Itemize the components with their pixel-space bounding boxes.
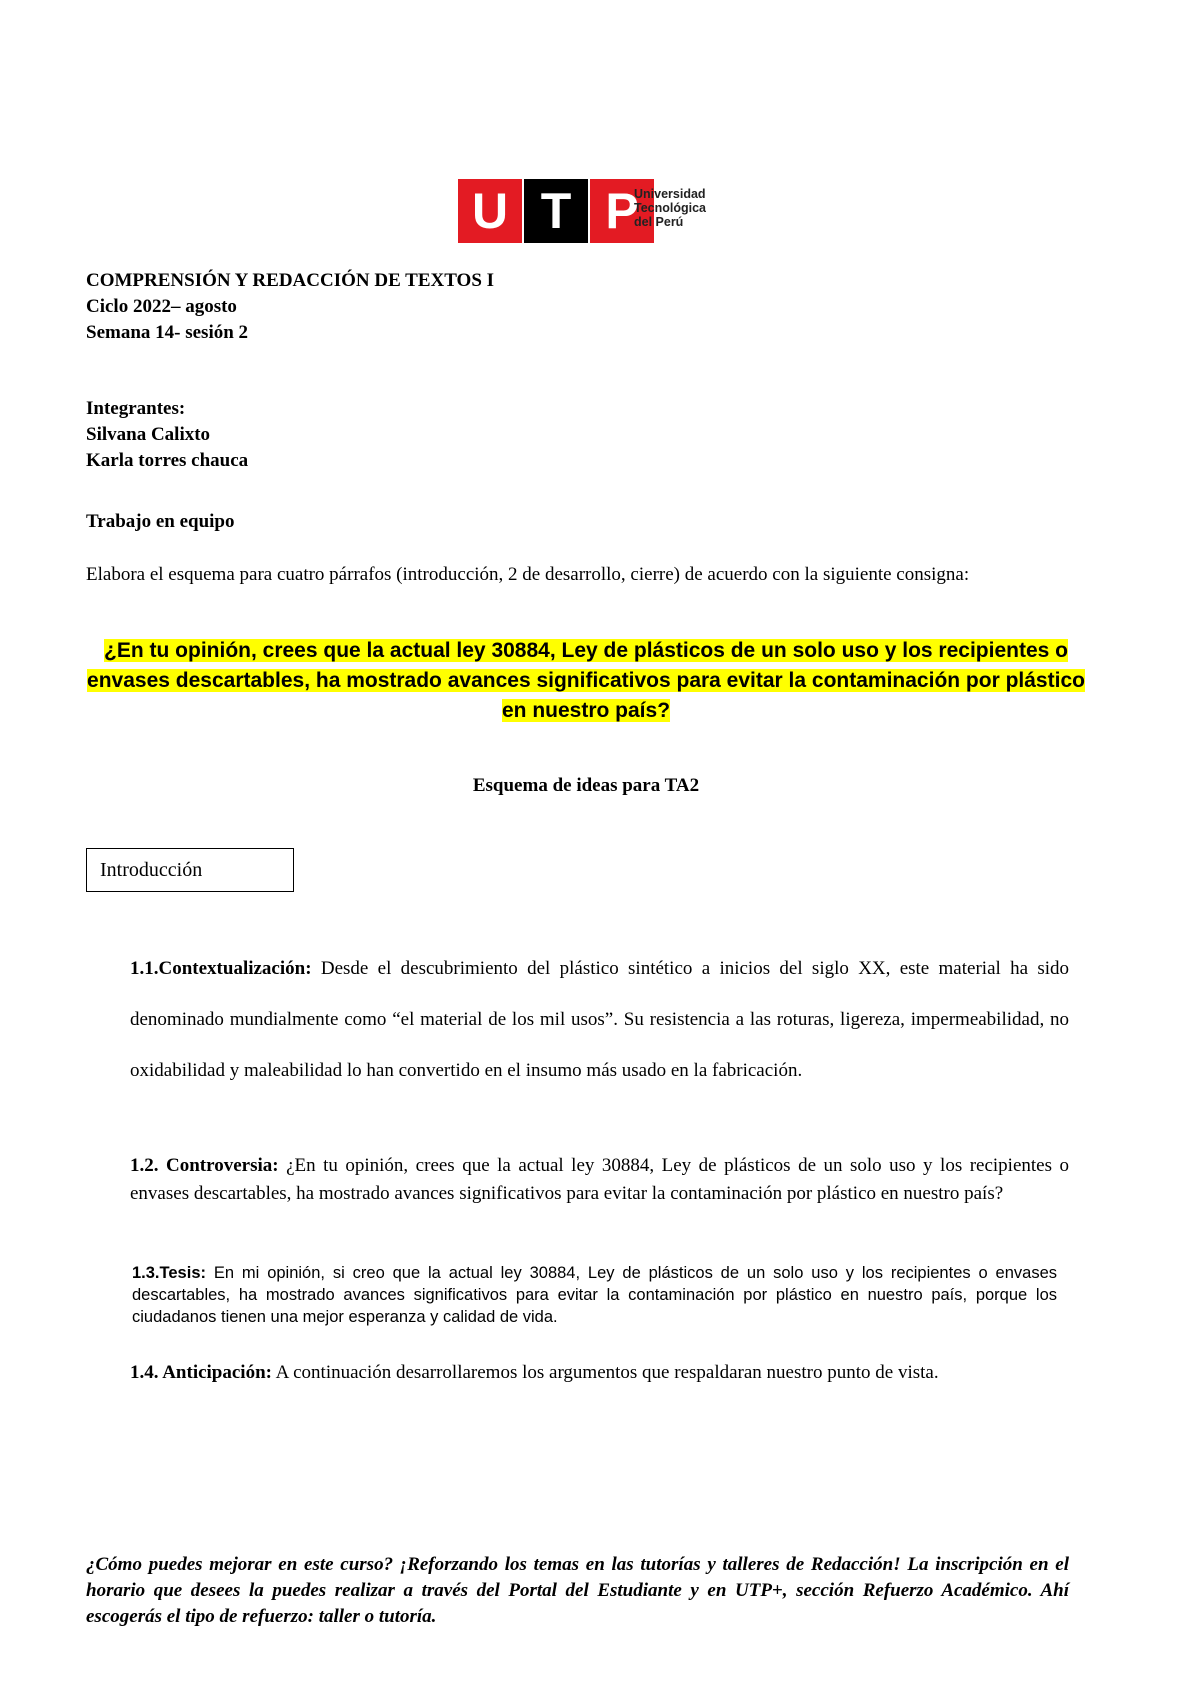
paragraph-tesis: [132, 1262, 1057, 1328]
course-header: [86, 268, 494, 346]
paragraph-label: 1.1.Contextualización:: [130, 958, 312, 979]
highlighted-question: ¿En tu opinión, crees que la actual ley 30884, Ley de plásticos de un solo uso y los recipientes o envases descartables, ha mostrado avances significativos para evitar la contaminación por plástico en nuestro país?: [87, 639, 1085, 722]
paragraph-label: 1.4. Anticipación:: [130, 1362, 272, 1383]
logo-letter-u: U: [458, 179, 522, 243]
paragraph-contextualizacion: [130, 943, 1069, 1096]
logo-name-line-1: Universidad: [634, 187, 706, 201]
member-name: Silvana Calixto: [86, 424, 211, 445]
paragraph-text: Desde el descubrimiento del plástico sintético a inicios del siglo XX, este material ha sido denominado mundialmente como “el material de los mil usos”. Su resistencia a las roturas, ligereza, impermeabilidad, no oxidabilidad y maleabilidad lo han convertido en el insumo más usado en la fabricación.: [130, 958, 1069, 1081]
logo-university-name: [634, 187, 724, 229]
question-block: [86, 636, 1086, 726]
footer-note: ¿Cómo puedes mejorar en este curso? ¡Reforzando los temas en las tutorías y talleres de Redacción! La inscripción en el horario que desees la puedes realizar a través del Portal del Estudiante y en UTP+, sección Refuerzo Académico. Ahí escogerás el tipo de refuerzo: taller o tutoría.: [86, 1554, 1069, 1627]
logo-letter-t: T: [524, 179, 588, 243]
course-session: Semana 14- sesión 2: [86, 322, 249, 343]
logo-name-line-3: del Perú: [634, 215, 684, 229]
paragraph-text: ¿En tu opinión, crees que la actual ley 30884, Ley de plásticos de un solo uso y los recipientes o envases descartables, ha mostrado avances significativos para evitar la contaminación por plástico en nuestro país?: [130, 1155, 1069, 1204]
logo-letter-p: P: [590, 179, 654, 243]
course-title: COMPRENSIÓN Y REDACCIÓN DE TEXTOS I: [86, 270, 495, 291]
paragraph-controversia: [130, 1152, 1069, 1208]
section-box-label: Introducción: [100, 858, 203, 881]
work-label: Trabajo en equipo: [86, 511, 235, 532]
course-cycle: Ciclo 2022– agosto: [86, 296, 237, 317]
section-box-introduccion: [86, 848, 294, 892]
logo-name-line-2: Tecnológica: [634, 201, 707, 215]
member-name: Karla torres chauca: [86, 450, 249, 471]
instruction-text: Elabora el esquema para cuatro párrafos (introducción, 2 de desarrollo, cierre) de acuerdo con la siguiente consigna:: [86, 564, 970, 585]
paragraph-text: En mi opinión, si creo que la actual ley 30884, Ley de plásticos de un solo uso y los recipientes o envases descartables, ha mostrado avances significativos para evitar la contaminación por plástico en nuestro país, porque los ciudadanos tienen una mejor esperanza y calidad de vida.: [132, 1264, 1057, 1326]
members-label: Integrantes:: [86, 398, 186, 419]
paragraph-label: 1.2. Controversia:: [130, 1155, 279, 1176]
scheme-subtitle: Esquema de ideas para TA2: [472, 775, 700, 796]
paragraph-anticipacion: [130, 1347, 1069, 1398]
paragraph-label: 1.3.Tesis:: [132, 1264, 206, 1282]
paragraph-text: A continuación desarrollaremos los argumentos que respaldaran nuestro punto de vista.: [271, 1362, 939, 1383]
members-block: [86, 396, 248, 474]
utp-logo: [458, 179, 720, 243]
